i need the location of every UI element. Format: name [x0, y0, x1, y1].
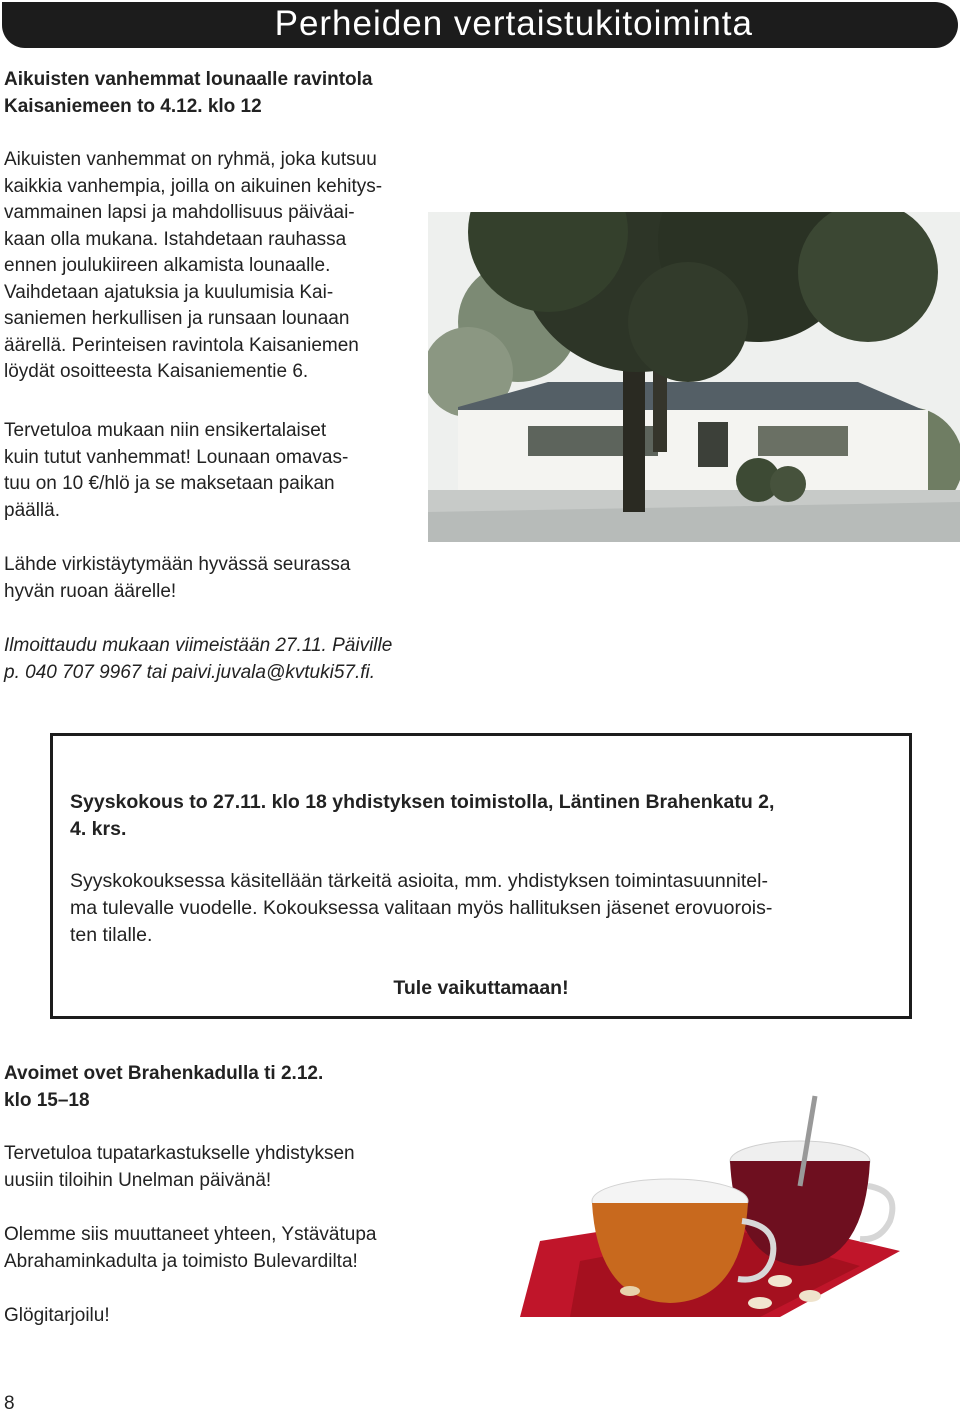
lunch-heading: Aikuisten vanhemmat lounaalle ravintola Kaisaniemeen to 4.12. klo 12	[4, 69, 373, 117]
lunch-welcome: Tervetuloa mukaan niin ensikertalaiset kuin tutut vanhemmat! Lounaan omavas- tuu on 10 €/hlö ja se maksetaan paikan päällä.	[4, 420, 349, 521]
lunch-closing: Lähde virkistäytymään hyvässä seurassa hyvän ruoan äärelle!	[4, 554, 351, 602]
page-number: 8	[4, 1393, 15, 1414]
meeting-heading: Syyskokous to 27.11. klo 18 yhdistyksen toimistolla, Läntinen Brahenkatu 2, 4. krs.	[70, 791, 775, 840]
header-banner	[2, 2, 958, 48]
meeting-cta: Tule vaikuttamaan!	[393, 977, 569, 999]
openhouse-glogi: Glögitarjoilu!	[4, 1305, 110, 1326]
lunch-intro: Aikuisten vanhemmat on ryhmä, joka kutsuu kaikkia vanhempia, joilla on aikuinen kehitys- vammainen lapsi ja mahdollisuus päiväai- kaan olla mukana. Istahdetaan rauhassa ennen joulukiireen alkamista lounaalle. Vaihdetaan ajatuksia ja kuulumisia Kai- saniemen herkullisen ja runsaan lounaan äärellä. Perinteisen ravintola Kaisaniemen löydät osoitteesta Kaisaniementie 6.	[4, 149, 383, 382]
openhouse-paragraph-1: Tervetuloa tupatarkastukselle yhdistyksen uusiin tiloihin Unelman päivänä!	[4, 1143, 355, 1191]
page-title: Perheiden vertaistukitoiminta	[274, 4, 753, 43]
annual-meeting-box	[50, 733, 912, 1019]
meeting-body: Syyskokouksessa käsitellään tärkeitä asioita, mm. yhdistyksen toimintasuunnitel- ma tulevalle vuodelle. Kokouksessa valitaan myös hallituksen jäsenet erovuorois- ten tilalle.	[70, 870, 773, 946]
openhouse-heading: Avoimet ovet Brahenkadulla ti 2.12. klo 15–18	[4, 1063, 324, 1111]
openhouse-paragraph-2: Olemme siis muuttaneet yhteen, Ystävätupa Abrahaminkadulta ja toimisto Bulevardilta!	[4, 1224, 377, 1272]
tea-cups-photo	[480, 1091, 960, 1317]
restaurant-photo	[428, 212, 960, 542]
lunch-signup: Ilmoittaudu mukaan viimeistään 27.11. Päiville p. 040 707 9967 tai paivi.juvala@kvtuki57.fi.	[4, 635, 393, 683]
